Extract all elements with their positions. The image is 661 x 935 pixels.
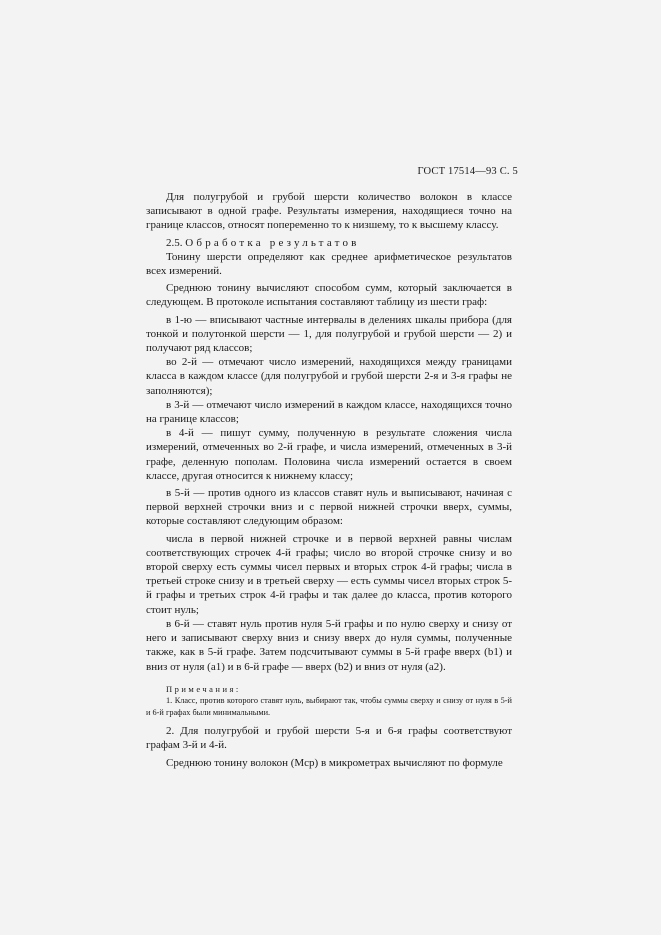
paragraph-formula-intro: Среднюю тонину волокон (Мср) в микрометрах вычисляют по формуле bbox=[166, 756, 503, 769]
notes-title: Примечания: bbox=[166, 683, 241, 694]
paragraph-column-6: в 6-й — ставят нуль против нуля 5-й графы и по нулю сверху и снизу от него и записывают сверху вниз и снизу вверх до нуля суммы, полученные также, как в 5-й графе. Затем подсчитывают суммы в 5-й графе вверх (b1) и вниз от нуля (a1) и в 6-й графе — вверх (b2) и вниз от нуля (a2). bbox=[146, 617, 512, 673]
paragraph-column-5: в 5-й — против одного из классов ставят нуль и выписывают, начиная с первой верхней строчки вниз и с первой нижней строчки вверх, суммы, которые составляют следующим образом: bbox=[146, 487, 512, 528]
paragraph-fineness-definition: Тонину шерсти определяют как среднее арифметическое результатов всех измерений. bbox=[146, 250, 512, 278]
note-item-2: 2. Для полугрубой и грубой шерсти 5-я и 6-я графы соответствуют графам 3-й и 4-й. bbox=[146, 725, 512, 752]
paragraph-column-2: во 2-й — отмечают число измерений, находящихся между границами класса в каждом классе (для полугрубой и грубой шерсти 2-я и 3-я графы не заполняются); bbox=[146, 356, 512, 397]
section-number: 2.5. bbox=[166, 236, 183, 249]
notes-block bbox=[146, 684, 512, 719]
paragraph-column-4: в 4-й — пишут сумму, полученную в результате сложения числа измерений, отмеченных во 2-й графе, и числа измерений, отмеченных в 3-й графе, деленную пополам. Половина числа измерений остается в своем классе, другая относится к нижнему классу; bbox=[146, 427, 512, 482]
section-heading bbox=[146, 236, 512, 250]
page-body bbox=[146, 190, 512, 770]
paragraph-column-1: в 1-ю — вписывают частные интервалы в делениях шкалы прибора (для тонкой и полутонкой шерсти — 1, для полугрубой и грубой шерсти — 2) и получают ряд классов; bbox=[146, 313, 512, 355]
paragraph-column-3: в 3-й — отмечают число измерений в каждом классе, находящихся точно на границе классов; bbox=[146, 398, 512, 426]
note-item: 1. Класс, против которого ставят нуль, выбирают так, чтобы суммы сверху и снизу от нуля в 5-й и 6-й графах были минимальными. bbox=[146, 696, 512, 717]
section-title: Обработка результатов bbox=[185, 236, 360, 249]
paragraph-sum-rules: числа в первой нижней строчке и в первой верхней равны числам соответствующих строчек 4-й графы; число во второй строчке снизу и во второй сверху есть суммы чисел первых и вторых строк 4-й графы; числа в третьей строке снизу и в третьей сверху — есть суммы чисел вторых строк 5-й графы и третьих строк 4-й графы и так далее до класса, против которого стоит нуль; bbox=[146, 532, 512, 616]
paragraph-sum-method: Среднюю тонину вычисляют способом сумм, который заключается в следующем. В протоколе испытания составляют таблицу из шести граф: bbox=[146, 282, 512, 309]
page-header: ГОСТ 17514—93 С. 5 bbox=[417, 166, 518, 177]
paragraph-wool-classes: Для полугрубой и грубой шерсти количество волокон в классе записывают в одной графе. Результаты измерения, находящиеся точно на границе классов, относят попеременно то к низшему, то к высшему классу. bbox=[146, 191, 512, 232]
